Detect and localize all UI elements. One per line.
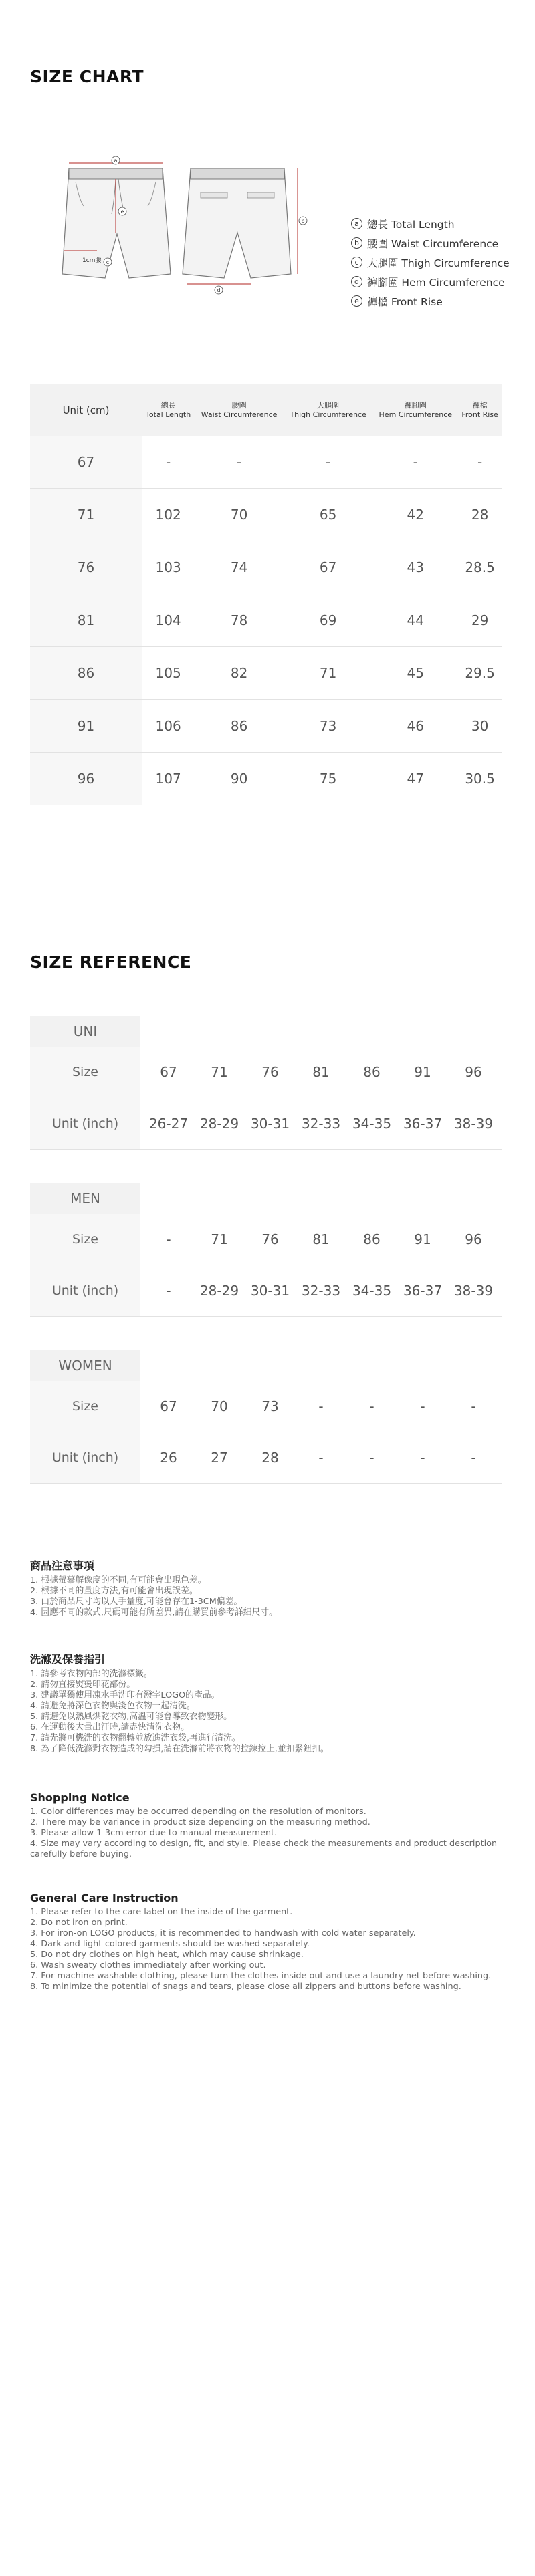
notes-item: 1. 根據螢幕解像度的不同,有可能會出現色差。 [30,1575,207,1585]
measurement-cell: 107 [142,753,195,805]
legend-key: b [351,237,362,249]
svg-text:e: e [120,209,124,215]
value-cell: 96 [465,1231,482,1247]
value-cell: 30-31 [250,1283,290,1299]
shorts-diagram [57,154,324,321]
value-cell: 71 [211,1064,228,1080]
size-cell: 76 [30,541,142,594]
row-label: Size [30,1047,140,1098]
value-cell: - [369,1450,374,1466]
value-cell: 38-39 [453,1283,494,1299]
notes-item: 2. 根據不同的量度方法,有可能會出現誤差。 [30,1586,198,1596]
column-header: 褲腳圍 Hem Circumference [372,384,458,436]
notes-section [30,1892,505,1992]
value-cell: - [166,1231,171,1247]
measurement-cell: 65 [284,489,372,541]
size-chart-table [30,384,502,805]
notes-item: 3. 由於商品尺寸均以人手量度,可能會存在1-3CM偏差。 [30,1597,243,1607]
notes-item: 1. Please refer to the care label on the inside of the garment. [30,1907,293,1917]
value-cell: 96 [465,1064,482,1080]
measurement-cell: 106 [142,700,195,753]
column-header: 大腿圍 Thigh Circumference [284,384,372,436]
measurement-cell: - [195,436,284,489]
size-cell: 67 [30,436,142,489]
notes-item: 4. 因應不同的款式,尺碼可能有所差異,請在購買前參考詳細尺寸。 [30,1607,278,1618]
notes-item: 7. 請先將可機洗的衣物翻轉並放進洗衣袋,再進行清洗。 [30,1733,241,1743]
measurement-cell: 82 [195,647,284,700]
value-cell: 76 [261,1231,279,1247]
value-cell: 36-37 [403,1283,443,1299]
measurement-cell: 30.5 [458,753,502,805]
svg-text:c: c [106,259,110,265]
measurement-cell: 43 [372,541,458,594]
value-cell: - [318,1398,324,1414]
table-row [30,647,502,700]
measurement-cell: 67 [284,541,372,594]
legend-item [351,214,510,233]
measurement-cell: 30 [458,700,502,753]
measurement-cell: 28.5 [458,541,502,594]
value-cell: 38-39 [453,1116,494,1132]
value-cell: 67 [160,1398,177,1414]
value-cell: 32-33 [301,1283,341,1299]
legend-item [351,291,510,311]
size-cell: 91 [30,700,142,753]
value-cell: 26 [160,1450,177,1466]
measurement-cell: 47 [372,753,458,805]
notes-item: 8. 為了降低洗滌對衣物造成的勾損,請在洗滌前將衣物的拉鍊拉上,並扣緊鈕扣。 [30,1744,329,1754]
measurement-cell: 69 [284,594,372,647]
value-cell: 28-29 [199,1116,239,1132]
group-label: MEN [30,1183,140,1214]
unit-header: Unit (cm) [30,384,142,436]
column-header: 腰圍 Waist Circumference [195,384,284,436]
measurement-cell: 75 [284,753,372,805]
inch-row [30,1265,502,1317]
row-label: Size [30,1214,140,1265]
measurement-cell: 74 [195,541,284,594]
measurement-cell: - [372,436,458,489]
measurement-cell: 104 [142,594,195,647]
legend-key: d [351,276,362,287]
size-reference-block [30,1350,502,1484]
table-row [30,436,502,489]
value-cell: 71 [211,1231,228,1247]
legend-text: 大腿圍 Thigh Circumference [367,257,510,269]
notes-item: 5. Do not dry clothes on high heat, which may cause shrinkage. [30,1950,304,1960]
size-reference-title: SIZE REFERENCE [30,952,192,972]
measurement-cell: - [284,436,372,489]
size-reference-block [30,1183,502,1317]
legend-item [351,233,510,253]
row-label: Unit (inch) [30,1098,140,1149]
measurement-cell: 70 [195,489,284,541]
size-cell: 86 [30,647,142,700]
value-cell: 81 [312,1064,330,1080]
table-row [30,594,502,647]
measurement-cell: - [142,436,195,489]
measurement-cell: 28 [458,489,502,541]
notes-item: 7. For machine-washable clothing, please turn the clothes inside out and use a laundry net before washing. [30,1971,492,1981]
table-row [30,489,502,541]
size-cell: 96 [30,753,142,805]
value-cell: 30-31 [250,1116,290,1132]
notes-heading: Shopping Notice [30,1791,130,1804]
value-cell: 86 [363,1231,381,1247]
value-cell: 73 [261,1398,279,1414]
diagram-waist-label: 1cm腰 [82,257,102,264]
notes-heading: General Care Instruction [30,1892,179,1904]
measurement-cell: 73 [284,700,372,753]
notes-section [30,1651,505,1755]
value-cell: - [166,1283,171,1299]
value-cell: 26-27 [148,1116,189,1132]
legend-item [351,253,510,272]
value-cell: 91 [414,1064,431,1080]
legend-text: 褲腳圍 Hem Circumference [367,276,505,289]
value-cell: - [471,1398,476,1414]
measurement-cell: 42 [372,489,458,541]
measurement-cell: 86 [195,700,284,753]
notes-item: 2. 請勿直接熨燙印花部份。 [30,1680,136,1690]
legend-key: a [351,218,362,229]
value-cell: - [471,1450,476,1466]
size-row [30,1214,502,1265]
value-cell: 86 [363,1064,381,1080]
svg-text:d: d [217,287,221,293]
notes-item: 2. There may be variance in product size depending on the measuring method. [30,1817,370,1827]
notes-heading: 商品注意事項 [30,1559,95,1572]
value-cell: 28 [261,1450,279,1466]
measurement-cell: 105 [142,647,195,700]
notes-item: 4. 請避免將深色衣物與淺色衣物一起清洗。 [30,1701,195,1711]
legend-text: 褲檔 Front Rise [367,295,443,308]
measurement-cell: 29.5 [458,647,502,700]
group-label: WOMEN [30,1350,140,1381]
measurement-cell: 102 [142,489,195,541]
notes-item: 4. Size may vary according to design, fit, and style. Please check the measurements and product description carefully before buying. [30,1839,498,1859]
measurement-cell: 103 [142,541,195,594]
measurement-cell: 71 [284,647,372,700]
measurement-cell: 44 [372,594,458,647]
value-cell: - [420,1450,425,1466]
value-cell: 28-29 [199,1283,239,1299]
notes-item: 8. To minimize the potential of snags and tears, please close all zippers and buttons before washing. [30,1982,461,1992]
notes-item: 3. Please allow 1-3cm error due to manual measurement. [30,1828,278,1838]
table-row [30,700,502,753]
measurement-legend [351,214,510,311]
notes-item: 6. 在運動後大量出汗時,請盡快清洗衣物。 [30,1722,189,1732]
legend-key: e [351,295,362,307]
value-cell: - [369,1398,374,1414]
table-row [30,753,502,805]
measurement-cell: 46 [372,700,458,753]
inch-row [30,1432,502,1484]
value-cell: 27 [211,1450,228,1466]
measurement-cell: 90 [195,753,284,805]
table-header-row [30,384,502,436]
notes-item: 3. 建議單獨使用凍水手洗印有潑字LOGO的產品。 [30,1690,220,1700]
inch-row [30,1098,502,1150]
size-row [30,1381,502,1432]
legend-key: c [351,257,362,268]
notes-section [30,1791,505,1860]
legend-text: 腰圍 Waist Circumference [367,237,499,250]
value-cell: - [420,1398,425,1414]
row-label: Size [30,1381,140,1432]
column-header: 總長 Total Length [142,384,195,436]
measurement-cell: 78 [195,594,284,647]
table-row [30,541,502,594]
row-label: Unit (inch) [30,1432,140,1483]
legend-item [351,272,510,291]
notes-item: 5. 請避免以熱風烘乾衣物,高溫可能會導致衣物變形。 [30,1712,232,1722]
value-cell: 34-35 [352,1116,392,1132]
value-cell: - [318,1450,324,1466]
value-cell: 34-35 [352,1283,392,1299]
notes-item: 1. Color differences may be occurred depending on the resolution of monitors. [30,1807,366,1817]
notes-section [30,1557,505,1618]
value-cell: 91 [414,1231,431,1247]
value-cell: 76 [261,1064,279,1080]
svg-text:b: b [301,218,305,224]
column-header: 褲檔 Front Rise [458,384,502,436]
notes-heading: 洗滌及保養指引 [30,1653,106,1666]
group-label: UNI [30,1016,140,1047]
size-row [30,1047,502,1098]
notes-item: 6. Wash sweaty clothes immediately after working out. [30,1960,266,1970]
row-label: Unit (inch) [30,1265,140,1316]
size-chart-title: SIZE CHART [30,67,144,86]
size-cell: 81 [30,594,142,647]
value-cell: 70 [211,1398,228,1414]
notes-item: 4. Dark and light-colored garments should be washed separately. [30,1939,310,1949]
value-cell: 32-33 [301,1116,341,1132]
svg-text:a: a [114,158,118,164]
value-cell: 67 [160,1064,177,1080]
notes-item: 3. For iron-on LOGO products, it is recommended to handwash with cold water separately. [30,1928,416,1938]
measurement-cell: 45 [372,647,458,700]
notes-item: 2. Do not iron on print. [30,1918,128,1928]
value-cell: 81 [312,1231,330,1247]
value-cell: 36-37 [403,1116,443,1132]
measurement-cell: 29 [458,594,502,647]
measurement-cell: - [458,436,502,489]
size-reference-block [30,1016,502,1150]
size-cell: 71 [30,489,142,541]
legend-text: 總長 Total Length [367,218,455,231]
notes-item: 1. 請參考衣物內部的洗滌標籤。 [30,1669,152,1679]
